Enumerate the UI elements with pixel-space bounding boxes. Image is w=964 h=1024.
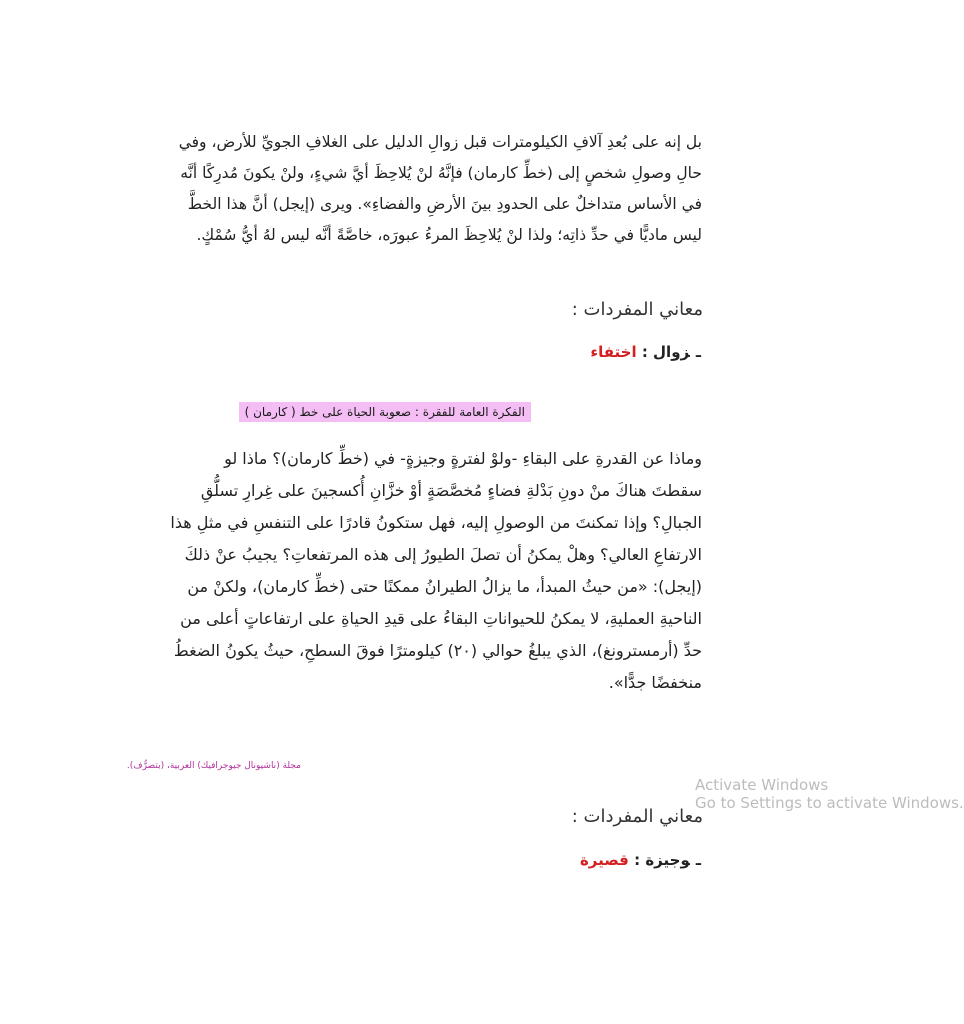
vocab-heading-2: معاني المفردات : xyxy=(571,806,703,827)
paragraph-2 xyxy=(62,443,702,699)
paragraph-line: سقطتَ هناكَ منْ دونِ بَدْلةِ فضاءٍ مُخصَّصَةٍ أوْ خزَّانِ أُكسجينَ على غِرارِ تسلُّقِ xyxy=(200,481,702,500)
source-citation: مجلة (ناشيونال جيوجرافيك) العربية، (بتصرُّف). xyxy=(126,761,301,771)
paragraph-line: الارتفاعِ العالي؟ وهلْ يمكنُ أن تصلَ الطيورُ إلى هذه المرتفعاتِ؟ يجيبُ عنْ ذلكَ xyxy=(184,545,702,564)
paragraph-line: ليس ماديًّا في حدِّ ذاتِه؛ ولذا لنْ يُلاحِظَ المرءُ عبورَه، خاصَّةً أنَّه ليس لهُ أيُّ سُمْكٍ. xyxy=(196,226,702,244)
vocab-meaning: اختفاء xyxy=(590,343,637,361)
paragraph-line: الناحيةِ العمليةِ، لا يمكنُ للحيواناتِ البقاءُ على قيدِ الحياةِ على ارتفاعاتٍ أعلى من xyxy=(180,609,702,628)
vocab-separator: : xyxy=(628,851,646,869)
vocab-word: وجيزة xyxy=(645,851,690,869)
vocab-dash: ـ xyxy=(695,343,701,361)
vocab-meaning: قصيرة xyxy=(579,851,629,869)
vocab-word: زوال xyxy=(653,343,690,361)
watermark-line-2: Go to Settings to activate Windows. xyxy=(695,794,964,812)
vocab-dash: ـ xyxy=(695,851,701,869)
paragraph-line: في الأساس متداخلٌ على الحدودِ بينَ الأرضِ والفضاءِ». ويرى (إيجل) أنَّ هذا الخطَّ xyxy=(187,195,702,213)
watermark-line-1: Activate Windows xyxy=(695,776,829,794)
paragraph-line: حدِّ (أرمسترونغ)، الذي يبلغُ حوالي (٢٠) كيلومترًا فوقَ السطحِ، حيثُ يكونُ الضغطُ xyxy=(173,641,702,660)
paragraph-line: منخفضًا جدًّا». xyxy=(608,673,702,692)
vocab-entry-2 xyxy=(580,851,701,869)
main-idea-highlight: الفكرة العامة للفقرة : صعوبة الحياة على خط ( كارمان ) xyxy=(239,402,531,422)
activation-watermark xyxy=(695,776,964,812)
paragraph-line: (إيجل): «من حيثُ المبدأ، ما يزالُ الطيرانُ ممكنًا حتى (خطِّ كارمان)، ولكنْ من xyxy=(187,577,702,596)
paragraph-1 xyxy=(62,127,702,251)
vocab-separator: : xyxy=(636,343,654,361)
paragraph-line: حالِ وصولِ شخصٍ إلى (خطِّ كارمان) فإنَّهُ لنْ يُلاحِظَ أيَّ شيءٍ، ولنْ يكونَ مُدرِكًا أنَّه xyxy=(180,164,702,182)
paragraph-line: بل إنه على بُعدِ آلافِ الكيلومترات قبل زوالِ الدليل على الغلافِ الجويِّ للأرض، وفي xyxy=(178,133,702,151)
paragraph-line: وماذا عن القدرةِ على البقاءِ -ولوْ لفترةٍ وجيزةٍ- في (خطِّ كارمان)؟ ماذا لو xyxy=(224,449,702,468)
vocab-entry-1 xyxy=(590,343,701,361)
paragraph-line: الجبالِ؟ وإذا تمكنتَ من الوصولِ إليه، فهل ستكونُ قادرًا على التنفسِ في مثلِ هذا xyxy=(170,513,702,532)
vocab-heading-1: معاني المفردات : xyxy=(571,299,703,320)
